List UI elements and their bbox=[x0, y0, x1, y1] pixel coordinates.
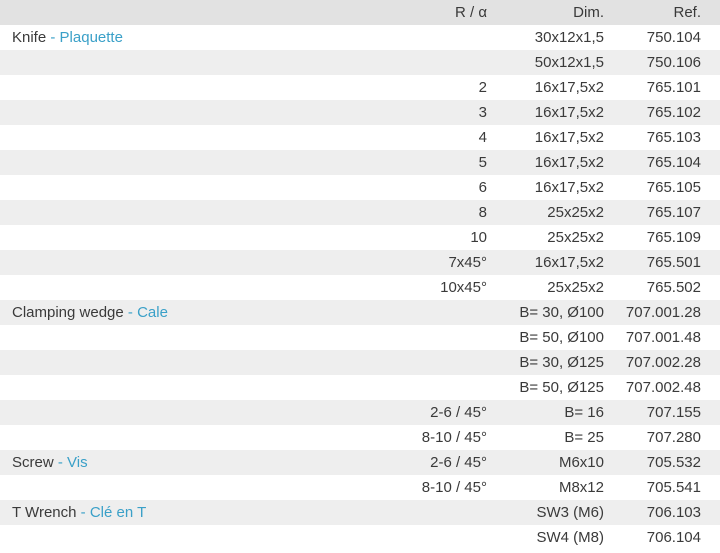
r-alpha-cell: 3 bbox=[478, 104, 487, 121]
table-row bbox=[0, 475, 720, 500]
item-name-cell bbox=[0, 400, 262, 425]
item-name-separator: - bbox=[46, 29, 60, 46]
r-alpha-cell bbox=[262, 350, 492, 375]
table-row bbox=[0, 75, 720, 100]
table-body bbox=[0, 25, 720, 550]
header-item bbox=[0, 0, 262, 25]
ref-cell: 765.109 bbox=[646, 229, 701, 246]
dim-cell: B= 16 bbox=[564, 404, 604, 421]
item-name-en: Clamping wedge bbox=[12, 304, 124, 321]
item-name-separator: - bbox=[53, 454, 68, 471]
table-row bbox=[0, 300, 720, 325]
item-name-separator: - bbox=[123, 304, 138, 321]
ref-cell: 706.103 bbox=[646, 504, 701, 521]
item-name-separator: - bbox=[76, 504, 90, 521]
r-alpha-cell: 5 bbox=[478, 154, 487, 171]
ref-cell: 707.002.28 bbox=[625, 354, 701, 371]
dim-cell: B= 25 bbox=[564, 429, 604, 446]
item-name-cell bbox=[0, 175, 262, 200]
r-alpha-cell bbox=[262, 500, 492, 525]
item-name-en: Knife bbox=[12, 29, 47, 46]
dim-cell: 25x25x2 bbox=[547, 279, 604, 296]
header-r-alpha: R / α bbox=[454, 4, 487, 21]
r-alpha-cell bbox=[262, 525, 492, 550]
item-name-cell bbox=[0, 300, 262, 325]
table-row bbox=[0, 225, 720, 250]
dim-cell: M8x12 bbox=[558, 479, 604, 496]
r-alpha-cell: 7x45° bbox=[448, 254, 487, 271]
dim-cell: B= 50, Ø100 bbox=[519, 329, 604, 346]
dim-cell: 30x12x1,5 bbox=[534, 29, 604, 46]
header-ref: Ref. bbox=[673, 4, 701, 21]
ref-cell: 707.001.48 bbox=[625, 329, 701, 346]
dim-cell: 16x17,5x2 bbox=[534, 129, 604, 146]
dim-cell: 25x25x2 bbox=[547, 229, 604, 246]
item-name-cell bbox=[0, 375, 262, 400]
item-name-cell bbox=[0, 325, 262, 350]
item-name-cell bbox=[0, 225, 262, 250]
item-name-cell bbox=[0, 425, 262, 450]
dim-cell: B= 30, Ø100 bbox=[519, 304, 604, 321]
ref-cell: 707.002.48 bbox=[625, 379, 701, 396]
ref-cell: 765.101 bbox=[646, 79, 701, 96]
item-name-cell bbox=[0, 275, 262, 300]
item-name-cell bbox=[0, 75, 262, 100]
item-name-cell bbox=[0, 350, 262, 375]
table-row bbox=[0, 25, 720, 50]
table-row bbox=[0, 325, 720, 350]
ref-cell: 705.541 bbox=[646, 479, 701, 496]
item-name-cell bbox=[0, 150, 262, 175]
ref-cell: 750.106 bbox=[646, 54, 701, 71]
r-alpha-cell: 6 bbox=[478, 179, 487, 196]
header-row bbox=[0, 0, 720, 25]
item-name-cell bbox=[0, 200, 262, 225]
ref-cell: 706.104 bbox=[646, 529, 701, 546]
ref-cell: 765.501 bbox=[646, 254, 701, 271]
dim-cell: 50x12x1,5 bbox=[534, 54, 604, 71]
ref-cell: 707.155 bbox=[646, 404, 701, 421]
dim-cell: SW4 (M8) bbox=[536, 529, 604, 546]
r-alpha-cell bbox=[262, 300, 492, 325]
table-row bbox=[0, 125, 720, 150]
r-alpha-cell: 8-10 / 45° bbox=[421, 479, 487, 496]
table-row bbox=[0, 200, 720, 225]
item-name-fr: Clé en T bbox=[89, 504, 147, 521]
table-row bbox=[0, 500, 720, 525]
dim-cell: SW3 (M6) bbox=[536, 504, 604, 521]
header-dim: Dim. bbox=[573, 4, 604, 21]
table-row bbox=[0, 150, 720, 175]
r-alpha-cell: 8-10 / 45° bbox=[421, 429, 487, 446]
item-name-cell bbox=[0, 125, 262, 150]
table-row bbox=[0, 250, 720, 275]
ref-cell: 765.102 bbox=[646, 104, 701, 121]
r-alpha-cell: 8 bbox=[478, 204, 487, 221]
ref-cell: 765.103 bbox=[646, 129, 701, 146]
dim-cell: 16x17,5x2 bbox=[534, 104, 604, 121]
r-alpha-cell: 2-6 / 45° bbox=[430, 454, 487, 471]
dim-cell: 16x17,5x2 bbox=[534, 79, 604, 96]
r-alpha-cell bbox=[262, 325, 492, 350]
dim-cell: M6x10 bbox=[558, 454, 604, 471]
table-row bbox=[0, 175, 720, 200]
ref-cell: 765.104 bbox=[646, 154, 701, 171]
r-alpha-cell: 2 bbox=[478, 79, 487, 96]
item-name-fr: Cale bbox=[137, 304, 168, 321]
ref-cell: 765.107 bbox=[646, 204, 701, 221]
item-name-cell bbox=[0, 100, 262, 125]
item-name-cell bbox=[0, 25, 262, 50]
dim-cell: 25x25x2 bbox=[547, 204, 604, 221]
table-row bbox=[0, 275, 720, 300]
table-row bbox=[0, 425, 720, 450]
item-name-cell bbox=[0, 250, 262, 275]
table-row bbox=[0, 375, 720, 400]
item-name-fr: Plaquette bbox=[59, 29, 123, 46]
r-alpha-cell: 4 bbox=[478, 129, 487, 146]
item-name-fr: Vis bbox=[67, 454, 88, 471]
item-name-en: T Wrench bbox=[12, 504, 77, 521]
ref-cell: 707.280 bbox=[646, 429, 701, 446]
dim-cell: 16x17,5x2 bbox=[534, 179, 604, 196]
table-row bbox=[0, 525, 720, 550]
r-alpha-cell: 2-6 / 45° bbox=[430, 404, 487, 421]
table-row bbox=[0, 50, 720, 75]
r-alpha-cell bbox=[262, 375, 492, 400]
item-name-cell bbox=[0, 525, 262, 550]
table-header bbox=[0, 0, 720, 25]
ref-cell: 765.105 bbox=[646, 179, 701, 196]
ref-cell: 705.532 bbox=[646, 454, 701, 471]
r-alpha-cell: 10x45° bbox=[440, 279, 487, 296]
ref-cell: 750.104 bbox=[646, 29, 701, 46]
item-name-en: Screw bbox=[12, 454, 54, 471]
dim-cell: B= 50, Ø125 bbox=[519, 379, 604, 396]
ref-cell: 707.001.28 bbox=[625, 304, 701, 321]
item-name-cell bbox=[0, 475, 262, 500]
table-row bbox=[0, 100, 720, 125]
item-name-cell bbox=[0, 450, 262, 475]
item-name-cell bbox=[0, 50, 262, 75]
ref-cell: 765.502 bbox=[646, 279, 701, 296]
dim-cell: 16x17,5x2 bbox=[534, 254, 604, 271]
item-name-cell bbox=[0, 500, 262, 525]
dim-cell: B= 30, Ø125 bbox=[519, 354, 604, 371]
table-row bbox=[0, 450, 720, 475]
table-row bbox=[0, 350, 720, 375]
table-row bbox=[0, 400, 720, 425]
dim-cell: 16x17,5x2 bbox=[534, 154, 604, 171]
r-alpha-cell: 10 bbox=[470, 229, 487, 246]
r-alpha-cell bbox=[262, 25, 492, 50]
r-alpha-cell bbox=[262, 50, 492, 75]
